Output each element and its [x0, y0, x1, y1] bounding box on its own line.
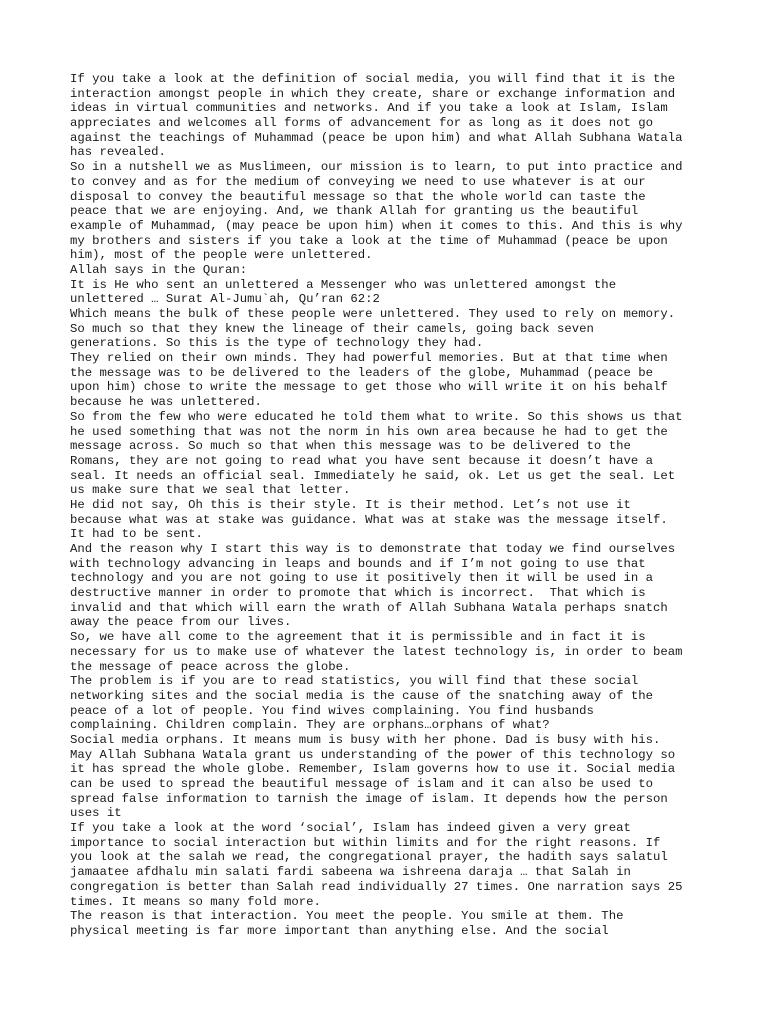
- text-line: upon him) chose to write the message to get those who will write it on his behalf: [70, 380, 668, 395]
- text-line: peace of a lot of people. You find wives complaining. You find husbands: [70, 703, 594, 718]
- text-line: The problem is if you are to read statistics, you will find that these social: [70, 674, 639, 689]
- text-line: invalid and that which will earn the wrath of Allah Subhana Watala perhaps snatch: [70, 600, 668, 615]
- text-line: So much so that they knew the lineage of their camels, going back seven: [70, 321, 594, 336]
- text-line: If you take a look at the definition of social media, you will find that it is the: [70, 72, 676, 86]
- text-line: complaining. Children complain. They are orphans…orphans of what?: [70, 718, 550, 733]
- text-line: So in a nutshell we as Muslimeen, our mission is to learn, to put into practice and: [70, 160, 683, 175]
- text-line: spread false information to tarnish the image of islam. It depends how the person: [70, 791, 668, 806]
- text-line: uses it: [70, 806, 122, 821]
- text-line: because what was at stake was guidance. What was at stake was the message itself.: [70, 512, 668, 527]
- text-line: The reason is that interaction. You meet the people. You smile at them. The: [70, 909, 624, 924]
- text-line: So, we have all come to the agreement that it is permissible and in fact it is: [70, 630, 646, 645]
- text-line: Social media orphans. It means mum is busy with her phone. Dad is busy with his.: [70, 732, 661, 747]
- text-line: the message of peace across the globe.: [70, 659, 351, 674]
- text-line: physical meeting is far more important than anything else. And the social: [70, 923, 609, 938]
- text-line: And the reason why I start this way is to demonstrate that today we find ourselves: [70, 542, 676, 556]
- text-line: May Allah Subhana Watala grant us understanding of the power of this technology so: [70, 747, 676, 762]
- text-line: Which means the bulk of these people were unlettered. They used to rely on memory.: [70, 307, 676, 321]
- text-line: away the peace from our lives.: [70, 615, 292, 630]
- text-line: unlettered … Surat Al-Jumu`ah, Qu’ran 62:2: [70, 292, 380, 307]
- text-line: against the teachings of Muhammad (peace be upon him) and what Allah Subhana Watala: [70, 130, 683, 145]
- text-line: disposal to convey the beautiful message so that the whole world can taste the: [70, 189, 646, 204]
- text-line: because he was unlettered.: [70, 395, 262, 410]
- text-line: ideas in virtual communities and networks. And if you take a look at Islam, Islam: [70, 101, 668, 116]
- text-line: congregation is better than Salah read individually 27 times. One narration says 25: [70, 879, 683, 894]
- text-line: It is He who sent an unlettered a Messenger who was unlettered amongst the: [70, 277, 617, 292]
- text-line: it has spread the whole globe. Remember, Islam governs how to use it. Social media: [70, 762, 676, 777]
- text-line: can be used to spread the beautiful message of islam and it can also be used to: [70, 777, 653, 791]
- text-line: necessary for us to make use of whatever the latest technology is, in order to beam: [70, 644, 683, 659]
- text-line: peace that we are enjoying. And, we thank Allah for granting us the beautiful: [70, 204, 639, 219]
- text-line: technology and you are not going to use it positively then it will be used in a: [70, 571, 653, 586]
- text-line: seal. It needs an official seal. Immediately he said, ok. Let us get the seal. Let: [70, 468, 676, 483]
- text-line: him), most of the people were unlettered.: [70, 248, 373, 263]
- document-body: [70, 72, 710, 939]
- text-line: message across. So much so that when this message was to be delivered to the: [70, 439, 631, 454]
- text-line: my brothers and sisters if you take a look at the time of Muhammad (peace be upon: [70, 233, 668, 248]
- text-line: the message was to be delivered to the leaders of the globe, Muhammad (peace be: [70, 365, 653, 380]
- text-line: jamaatee afdhalu min salati fardi sabeena wa ishreena daraja … that Salah in: [70, 865, 631, 880]
- text-line: appreciates and welcomes all forms of advancement for as long as it does not go: [70, 116, 653, 131]
- text-line: It had to be sent.: [70, 527, 203, 542]
- text-line: interaction amongst people in which they create, share or exchange information and: [70, 86, 676, 101]
- text-line: Allah says in the Quran:: [70, 262, 248, 277]
- text-line: us make sure that we seal that letter.: [70, 483, 351, 498]
- text-line: He did not say, Oh this is their style. It is their method. Let’s not use it: [70, 497, 631, 512]
- text-line: example of Muhammad, (may peace be upon him) when it comes to this. And this is why: [70, 218, 683, 233]
- text-line: to convey and as for the medium of conveying we need to use whatever is at our: [70, 174, 646, 189]
- text-line: So from the few who were educated he told them what to write. So this shows us that: [70, 409, 683, 424]
- text-line: destructive manner in order to promote that which is incorrect. That which is: [70, 586, 646, 601]
- text-line: generations. So this is the type of technology they had.: [70, 336, 484, 351]
- text-line: you look at the salah we read, the congregational prayer, the hadith says salatul: [70, 850, 668, 865]
- text-line: with technology advancing in leaps and bounds and if I’m not going to use that: [70, 556, 646, 571]
- text-line: he used something that was not the norm in his own area because he had to get the: [70, 424, 668, 439]
- text-line: Romans, they are not going to read what you have sent because it doesn’t have a: [70, 453, 653, 468]
- text-line: They relied on their own minds. They had powerful memories. But at that time when: [70, 351, 668, 366]
- text-line: networking sites and the social media is the cause of the snatching away of the: [70, 688, 653, 703]
- text-line: importance to social interaction but within limits and for the right reasons. If: [70, 835, 661, 850]
- text-line: If you take a look at the word ‘social’, Islam has indeed given a very great: [70, 821, 631, 836]
- text-line: times. It means so many fold more.: [70, 894, 321, 909]
- text-line: has revealed.: [70, 145, 166, 160]
